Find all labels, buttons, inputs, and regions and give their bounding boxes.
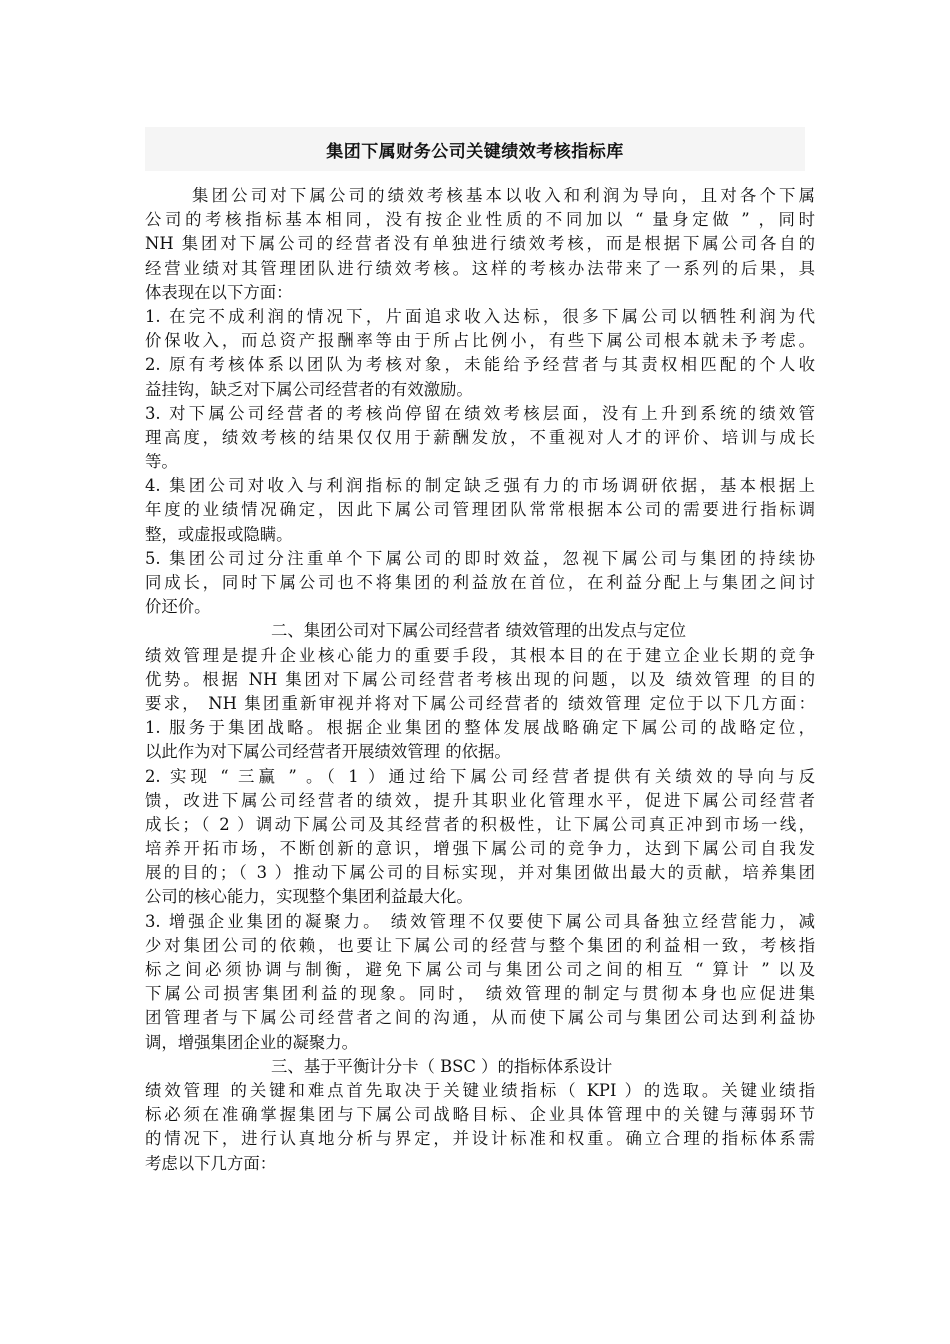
title-band — [145, 127, 805, 171]
text-line: 体表现在以下方面： — [145, 282, 293, 302]
text-line: 培养开拓市场，不断创新的意识，增强下属公司的竞争力，达到下属公司自我发 — [145, 839, 815, 859]
text-line: 绩效管理 的关键和难点首先取决于关键业绩指标（ KPI ）的选取。关键业绩指 — [145, 1080, 815, 1100]
text-line: 集团公司对下属公司的绩效考核基本以收入和利润为导向，且对各个下属 — [192, 186, 815, 205]
text-line: 等。 — [145, 452, 178, 472]
text-line: 5. 集团公司过分注重单个下属公司的即时效益，忽视下属公司与集团的持续协 — [145, 548, 815, 568]
text-line: 价保收入，而总资产报酬率等由于所占比例小，有些下属公司根本就未予考虑。 — [145, 331, 815, 351]
text-line: 经营业绩对其管理团队进行绩效考核。这样的考核办法带来了一系列的后果，具 — [145, 258, 815, 278]
document-body — [145, 184, 815, 1176]
text-line: 优势。根据 NH 集团对下属公司经营者考核出现的问题，以及 绩效管理 的目的 — [145, 669, 815, 689]
text-line: 少对集团公司的依赖，也要让下属公司的经营与整个集团的利益相一致，考核指 — [145, 935, 815, 955]
text-line: 整，或虚报或隐瞒。 — [145, 524, 293, 544]
text-line: 年度的业绩情况确定，因此下属公司管理团队常常根据本公司的需要进行指标调 — [145, 500, 815, 520]
text-line: 馈，改进下属公司经营者的绩效，提升其职业化管理水平，促进下属公司经营者 — [145, 790, 815, 810]
text-line: 2. 原有考核体系以团队为考核对象，未能给予经营者与其责权相匹配的个人收 — [145, 355, 815, 375]
text-line: 要求， NH 集团重新审视并将对下属公司经营者的 绩效管理 定位于以下几方面： — [145, 693, 815, 713]
text-line: 价还价。 — [145, 597, 211, 617]
text-line: 3. 增强企业集团的凝聚力。 绩效管理不仅要使下属公司具备独立经营能力，减 — [145, 911, 815, 931]
text-line: 的情况下，进行认真地分析与界定，并设计标准和权重。确立合理的指标体系需 — [145, 1129, 815, 1149]
section-heading: 二、集团公司对下属公司经营者 绩效管理的出发点与定位 — [271, 621, 686, 641]
text-line: 标之间必须协调与制衡，避免下属公司与集团公司之间的相互 “ 算计 ” 以及 — [145, 960, 815, 979]
text-line: 益挂钩，缺乏对下属公司经营者的有效激励。 — [145, 379, 473, 399]
text-line: 团管理者与下属公司经营者之间的沟通，从而使下属公司与集团公司达到利益协 — [145, 1008, 815, 1028]
text-line: 理高度，绩效考核的结果仅仅用于薪酬发放，不重视对人才的评价、培训与成长 — [145, 427, 815, 447]
text-line: 1. 服务于集团战略。根据企业集团的整体发展战略确定下属公司的战略定位， — [145, 718, 815, 738]
text-line: 公司的考核指标基本相同，没有按企业性质的不同加以 “ 量身定做 ” ，同时 — [145, 210, 815, 230]
text-line: 下属公司损害集团利益的现象。同时， 绩效管理的制定与贯彻本身也应促进集 — [145, 984, 815, 1004]
text-line: 调，增强集团企业的凝聚力。 — [145, 1032, 359, 1052]
text-line: 1. 在完不成利润的情况下，片面追求收入达标，很多下属公司以牺牲利润为代 — [145, 306, 815, 326]
document-title: 集团下属财务公司关键绩效考核指标库 — [326, 141, 624, 162]
text-line: 绩效管理是提升企业核心能力的重要手段，其根本目的在于建立企业长期的竞争 — [145, 645, 815, 665]
text-line: 标必须在准确掌握集团与下属公司战略目标、企业具体管理中的关键与薄弱环节 — [145, 1105, 815, 1125]
text-line: 展的目的；（ 3 ）推动下属公司的目标实现，并对集团做出最大的贡献，培养集团 — [145, 863, 815, 883]
text-line: 以此作为对下属公司经营者开展绩效管理 的依据。 — [145, 742, 511, 762]
text-line: 4. 集团公司对收入与利润指标的制定缺乏强有力的市场调研依据，基本根据上 — [145, 476, 815, 496]
text-line: 成长；（ 2 ）调动下属公司及其经营者的积极性，让下属公司真正冲到市场一线， — [145, 814, 815, 834]
text-line: NH 集团对下属公司的经营者没有单独进行绩效考核，而是根据下属公司各自的 — [145, 234, 815, 254]
section-heading: 三、基于平衡计分卡（ BSC ）的指标体系设计 — [271, 1056, 613, 1076]
text-line: 2. 实现 “ 三赢 ” 。（ 1 ）通过给下属公司经营者提供有关绩效的导向与反 — [145, 766, 815, 786]
text-line: 考虑以下几方面： — [145, 1153, 277, 1173]
text-line: 公司的核心能力，实现整个集团利益最大化。 — [145, 887, 473, 907]
text-line: 3. 对下属公司经营者的考核尚停留在绩效考核层面，没有上升到系统的绩效管 — [145, 403, 815, 423]
text-line: 同成长，同时下属公司也不将集团的利益放在首位，在利益分配上与集团之间讨 — [145, 573, 815, 592]
